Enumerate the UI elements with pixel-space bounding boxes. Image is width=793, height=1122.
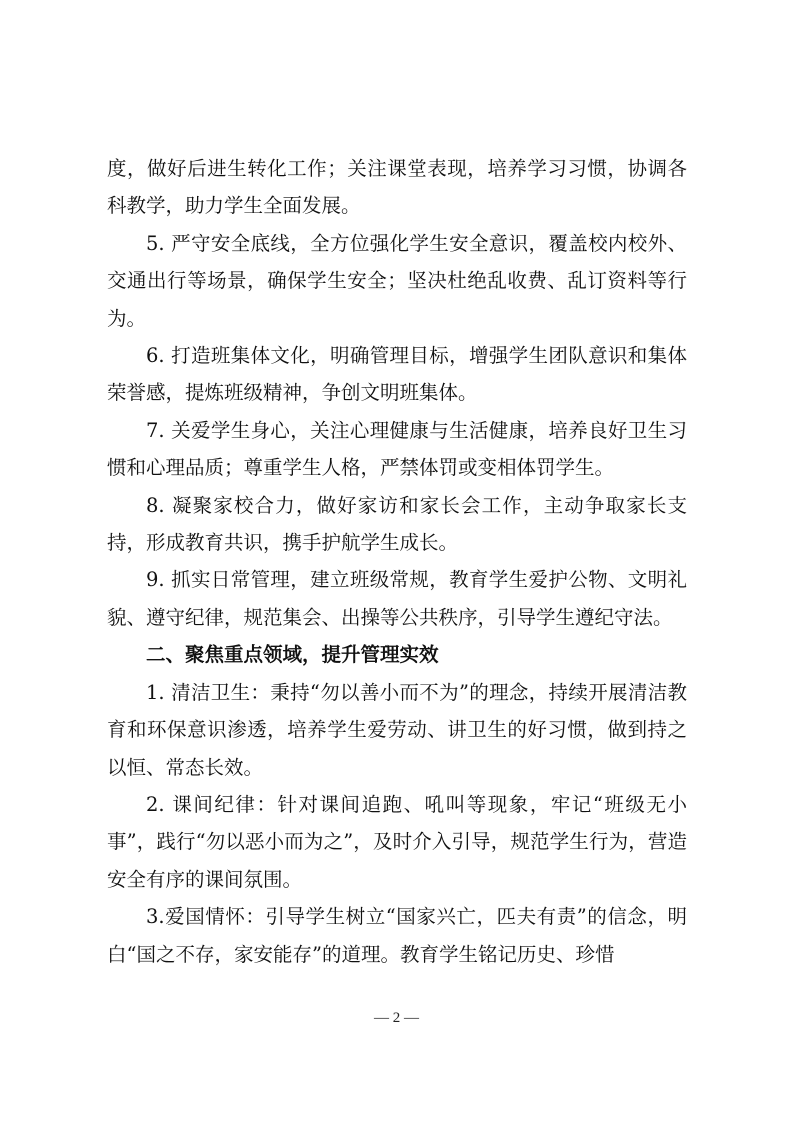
paragraph-item-7: 7. 关爱学生身心，关注心理健康与生活健康，培养良好卫生习惯和心理品质；尊重学生人格，严禁体罚或变相体罚学生。	[107, 418, 687, 480]
paragraph-item-8: 8. 凝聚家校合力，做好家访和家长会工作，主动争取家长支持，形成教育共识，携手护航学生成长。	[107, 493, 687, 555]
paragraph-item-5: 5. 严守安全底线，全方位强化学生安全意识，覆盖校内校外、交通出行等场景，确保学生安全；坚决杜绝乱收费、乱订资料等行为。	[107, 231, 687, 330]
page-number: — 2 —	[374, 1010, 419, 1026]
section-heading: 二、聚焦重点领域，提升管理实效	[146, 643, 439, 667]
paragraph-break-discipline: 2. 课间纪律：针对课间追跑、吼叫等现象，牢记“班级无小事”，践行“勿以恶小而为之”，及时介入引导，规范学生行为，营造安全有序的课间氛围。	[107, 792, 687, 891]
paragraph-patriotism: 3.爱国情怀：引导学生树立“国家兴亡，匹夫有责”的信念，明白“国之不存，家安能存”的道理。教育学生铭记历史、珍惜	[107, 905, 687, 966]
paragraph-item-6: 6. 打造班集体文化，明确管理目标，增强学生团队意识和集体荣誉感，提炼班级精神，争创文明班集体。	[107, 344, 687, 405]
document-body	[107, 150, 687, 973]
paragraph-continuation: 度，做好后进生转化工作；关注课堂表现，培养学习习惯，协调各科教学，助力学生全面发展。	[107, 157, 687, 218]
paragraph-cleanliness: 1. 清洁卫生：秉持“勿以善小而不为”的理念，持续开展清洁教育和环保意识渗透，培养学生爱劳动、讲卫生的好习惯，做到持之以恒、常态长效。	[107, 680, 687, 779]
paragraph-item-9: 9. 抓实日常管理，建立班级常规，教育学生爱护公物、文明礼貌、遵守纪律，规范集会、出操等公共秩序，引导学生遵纪守法。	[107, 568, 687, 629]
